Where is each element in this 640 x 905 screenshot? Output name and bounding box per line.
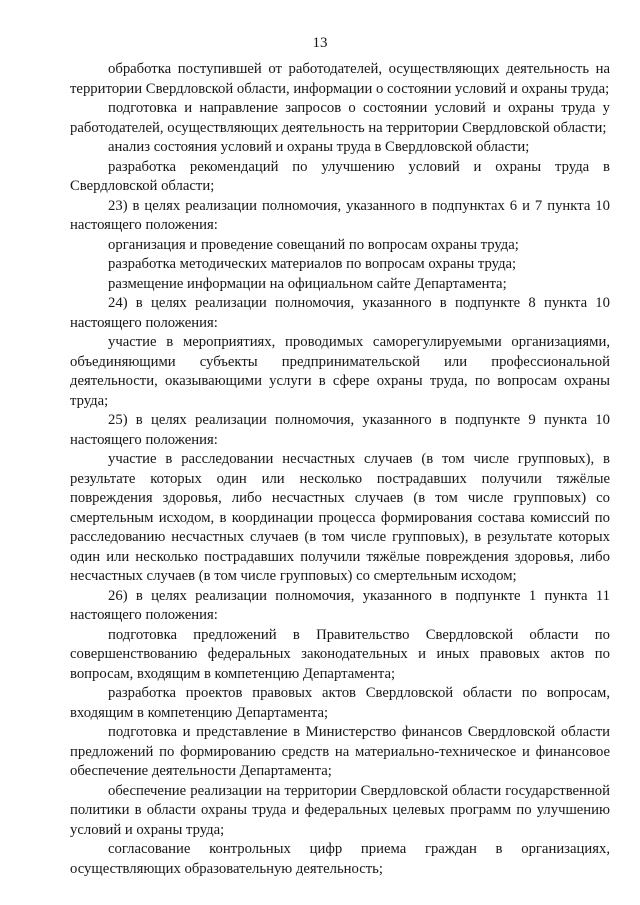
paragraph: 23) в целях реализации полномочия, указанного в подпунктах 6 и 7 пункта 10 настоящего положения: [70, 197, 610, 233]
paragraph: разработка методических материалов по вопросам охраны труда; [108, 256, 517, 272]
paragraph: подготовка и представление в Министерство финансов Свердловской области предложений по формированию средств на материально-техническое и финансовое обеспечение деятельности Департамента; [70, 724, 610, 779]
paragraph: подготовка и направление запросов о состоянии условий и охраны труда у работодателей, осуществляющих деятельность на территории Свердловской области; [70, 100, 610, 136]
page-number: 13 [312, 35, 328, 51]
paragraph: разработка рекомендаций по улучшению условий и охраны труда в Свердловской области; [70, 158, 610, 194]
paragraph: согласование контрольных цифр приема граждан в организациях, осуществляющих образовательную деятельность; [70, 841, 610, 877]
paragraph: участие в расследовании несчастных случаев (в том числе групповых), в результате которых один или несколько пострадавших получили тяжёлые повреждения здоровья, либо несчастных случаев (в том числе групповых) со смертельным исходом, в координации процесса формирования состава комиссий по расследованию несчастных случаев (в том числе групповых), в результате которых один или несколько пострадавших получили тяжёлые повреждения здоровья, либо несчастных случаев (в том числе групповых) со смертельным исходом; [70, 451, 610, 584]
paragraph: обработка поступившей от работодателей, осуществляющих деятельность на территории Свердловской области, информации о состоянии условий и охраны труда; [70, 61, 610, 97]
paragraph: участие в мероприятиях, проводимых саморегулируемыми организациями, объединяющими субъекты предпринимательской или профессиональной деятельности, оказывающими услуги в сфере охраны труда, по вопросам охраны труда; [70, 334, 610, 409]
paragraph: анализ состояния условий и охраны труда в Свердловской области; [108, 139, 530, 155]
body-text [70, 60, 610, 879]
paragraph: подготовка предложений в Правительство Свердловской области по совершенствованию федеральных законодательных и иных правовых актов по вопросам, входящим в компетенцию Департамента; [70, 626, 610, 682]
paragraph: организация и проведение совещаний по вопросам охраны труда; [108, 236, 519, 253]
paragraph: 24) в целях реализации полномочия, указанного в подпункте 8 пункта 10 настоящего положения: [70, 295, 610, 331]
paragraph: 26) в целях реализации полномочия, указанного в подпункте 1 пункта 11 настоящего положения: [70, 587, 610, 623]
paragraph: разработка проектов правовых актов Свердловской области по вопросам, входящим в компетенцию Департамента; [70, 685, 610, 721]
paragraph: обеспечение реализации на территории Свердловской области государственной политики в области охраны труда и федеральных целевых программ по улучшению условий и охраны труда; [70, 782, 610, 838]
paragraph: размещение информации на официальном сайте Департамента; [108, 275, 507, 292]
paragraph: 25) в целях реализации полномочия, указанного в подпункте 9 пункта 10 настоящего положения: [70, 412, 610, 448]
